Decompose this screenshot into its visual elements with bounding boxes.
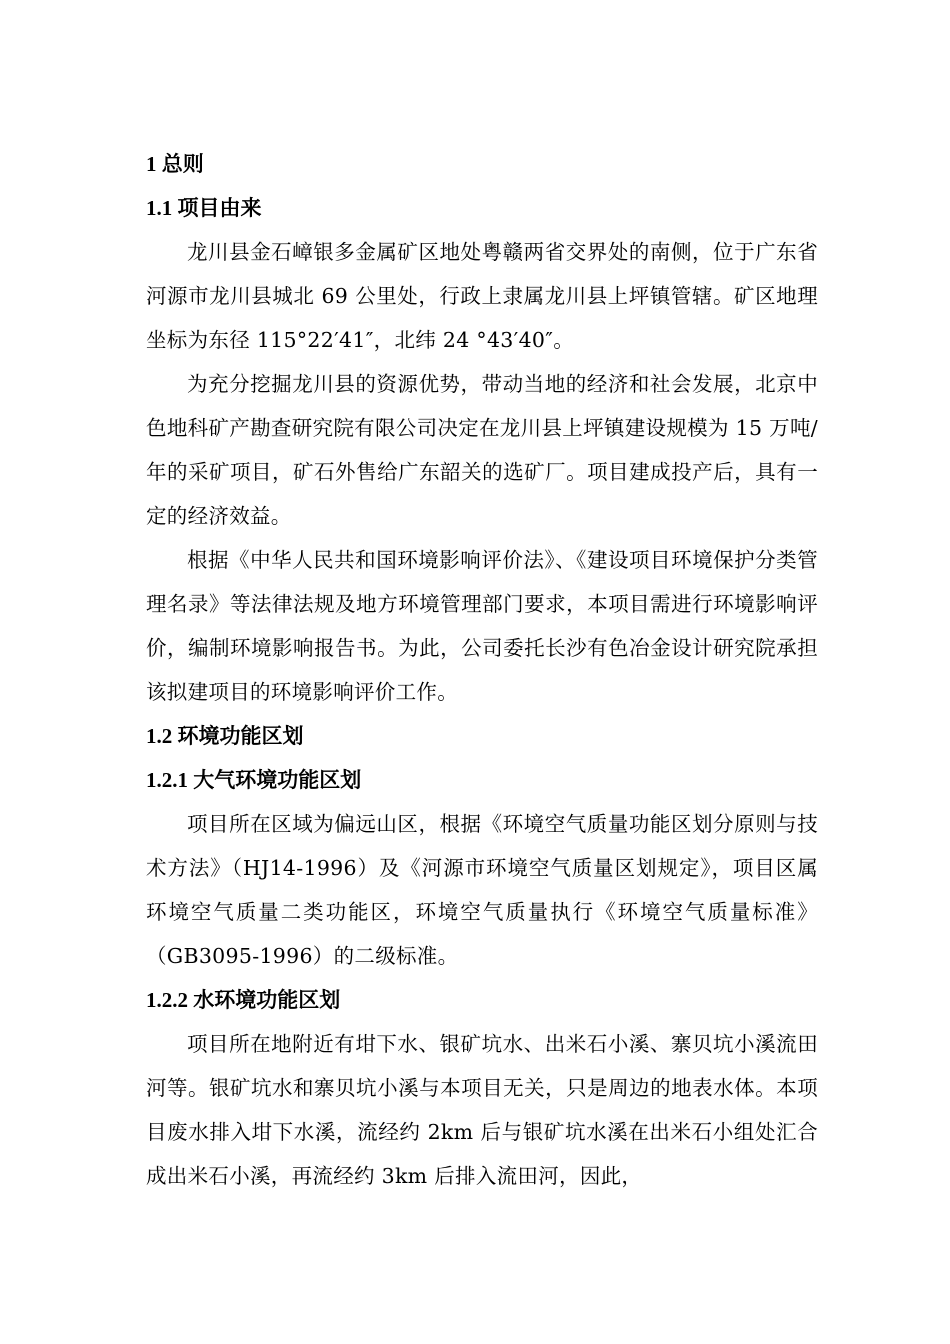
paragraph-air-zoning: 项目所在区域为偏远山区，根据《环境空气质量功能区划分原则与技术方法》（HJ14-1996）及《河源市环境空气质量区划规定》，项目区属环境空气质量二类功能区，环境空气质量执行《环境空气质量标准》（GB3095-1996）的二级标准。	[146, 812, 818, 968]
section-heading-1-1: 1.1 项目由来	[146, 196, 262, 220]
paragraph-project-purpose: 为充分挖掘龙川县的资源优势，带动当地的经济和社会发展，北京中色地科矿产勘查研究院有限公司决定在龙川县上坪镇建设规模为 15 万吨/年的采矿项目，矿石外售给广东韶关的选矿厂。项目建成投产后，具有一定的经济效益。	[146, 372, 818, 528]
section-heading-1-2: 1.2 环境功能区划	[146, 724, 304, 748]
paragraph-water-zoning: 项目所在地附近有坩下水、银矿坑水、出米石小溪、寨贝坑小溪流田河等。银矿坑水和寨贝坑小溪与本项目无关，只是周边的地表水体。本项目废水排入坩下水溪，流经约 2km 后与银矿坑水溪在出米石小组处汇合成出米石小溪，再流经约 3km 后排入流田河，因此，	[146, 1032, 818, 1188]
section-heading-1-2-1: 1.2.1 大气环境功能区划	[146, 768, 362, 792]
document-body	[146, 142, 818, 1198]
paragraph-eia-basis: 根据《中华人民共和国环境影响评价法》、《建设项目环境保护分类管理名录》等法律法规及地方环境管理部门要求，本项目需进行环境影响评价，编制环境影响报告书。为此，公司委托长沙有色冶金设计研究院承担该拟建项目的环境影响评价工作。	[146, 548, 818, 704]
section-heading-1-2-2: 1.2.2 水环境功能区划	[146, 988, 341, 1012]
paragraph-project-location: 龙川县金石嶂银多金属矿区地处粤赣两省交界处的南侧，位于广东省河源市龙川县城北 69 公里处，行政上隶属龙川县上坪镇管辖。矿区地理坐标为东径 115°22′41″，北纬 24 °43′40″。	[146, 240, 818, 352]
chapter-heading: 1 总则	[146, 152, 204, 176]
